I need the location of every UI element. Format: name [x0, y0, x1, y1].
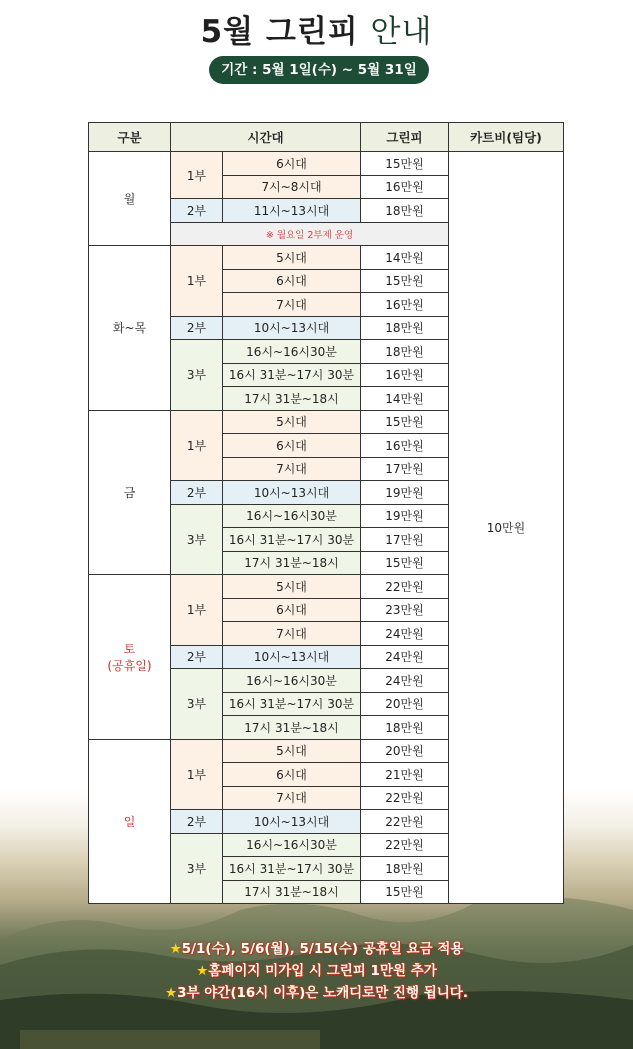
time-cell: 16시 31분~17시 30분 [223, 363, 361, 387]
fee-cell: 24만원 [361, 645, 449, 669]
fee-cell: 16만원 [361, 363, 449, 387]
fee-cell: 20만원 [361, 692, 449, 716]
cart-fee-cell: 10만원 [449, 152, 564, 904]
star-icon: ★ [165, 985, 178, 1001]
fee-cell: 16만원 [361, 434, 449, 458]
saturday-label: 토 [123, 641, 136, 656]
green-fee-table [88, 122, 564, 904]
fee-cell: 20만원 [361, 739, 449, 763]
fee-cell: 17만원 [361, 528, 449, 552]
header-fee: 그린피 [361, 123, 449, 152]
star-icon: ★ [169, 941, 182, 957]
page-title [0, 6, 633, 51]
header-section: 구분 [89, 123, 171, 152]
fee-cell: 15만원 [361, 269, 449, 293]
fee-cell: 18만원 [361, 857, 449, 881]
time-cell: 17시 31분~18시 [223, 551, 361, 575]
time-cell: 6시대 [223, 598, 361, 622]
time-cell: 7시대 [223, 457, 361, 481]
monday-note: ※ 월요일 2부제 운영 [171, 222, 449, 246]
notice-line: ★홈페이지 미가입 시 그린피 1만원 추가 [196, 963, 437, 979]
time-cell: 16시~16시30분 [223, 504, 361, 528]
star-icon: ★ [196, 963, 209, 979]
fee-cell: 15만원 [361, 551, 449, 575]
time-cell: 16시~16시30분 [223, 833, 361, 857]
part-label: 2부 [171, 645, 223, 669]
time-cell: 6시대 [223, 434, 361, 458]
section-monday: 월 [89, 152, 171, 246]
fee-cell: 16만원 [361, 175, 449, 199]
fee-cell: 18만원 [361, 716, 449, 740]
fee-cell: 21만원 [361, 763, 449, 787]
fee-cell: 24만원 [361, 622, 449, 646]
part-label: 2부 [171, 481, 223, 505]
fee-cell: 22만원 [361, 575, 449, 599]
fee-cell: 14만원 [361, 246, 449, 270]
section-tue-thu: 화~목 [89, 246, 171, 411]
time-cell: 5시대 [223, 739, 361, 763]
time-cell: 17시 31분~18시 [223, 716, 361, 740]
time-cell: 16시 31분~17시 30분 [223, 528, 361, 552]
part-label: 2부 [171, 316, 223, 340]
fee-cell: 18만원 [361, 316, 449, 340]
time-cell: 7시대 [223, 622, 361, 646]
time-cell: 10시~13시대 [223, 645, 361, 669]
fee-cell: 15만원 [361, 880, 449, 904]
part-label: 3부 [171, 340, 223, 411]
time-cell: 6시대 [223, 763, 361, 787]
period-badge: 기간 : 5월 1일(수) ~ 5월 31일(금) [209, 56, 429, 84]
part-label: 3부 [171, 669, 223, 740]
part-label: 1부 [171, 739, 223, 810]
section-friday: 금 [89, 410, 171, 575]
holiday-label: (공휴일) [107, 658, 152, 673]
time-cell: 10시~13시대 [223, 481, 361, 505]
time-cell: 16시 31분~17시 30분 [223, 692, 361, 716]
fee-cell: 17만원 [361, 457, 449, 481]
time-cell: 16시~16시30분 [223, 669, 361, 693]
time-cell: 6시대 [223, 152, 361, 176]
fee-cell: 16만원 [361, 293, 449, 317]
time-cell: 10시~13시대 [223, 316, 361, 340]
time-cell: 7시대 [223, 293, 361, 317]
header-time: 시간대 [171, 123, 361, 152]
part-label: 1부 [171, 575, 223, 646]
fee-cell: 18만원 [361, 340, 449, 364]
time-cell: 5시대 [223, 410, 361, 434]
time-cell: 16시 31분~17시 30분 [223, 857, 361, 881]
section-sunday: 일 [89, 739, 171, 904]
fee-cell: 15만원 [361, 152, 449, 176]
time-cell: 6시대 [223, 269, 361, 293]
notice-line: ★3부 야간(16시 이후)은 노캐디로만 진행 됩니다. [165, 985, 468, 1001]
title-sub: 안내 [370, 14, 433, 50]
fee-cell: 19만원 [361, 481, 449, 505]
fee-cell: 22만원 [361, 833, 449, 857]
time-cell: 5시대 [223, 246, 361, 270]
title-main: 5월 그린피 [200, 14, 359, 50]
part-label: 3부 [171, 504, 223, 575]
fee-cell: 22만원 [361, 810, 449, 834]
time-cell: 17시 31분~18시 [223, 387, 361, 411]
part-label: 1부 [171, 410, 223, 481]
time-cell: 11시~13시대 [223, 199, 361, 223]
part-label: 3부 [171, 833, 223, 904]
fee-cell: 24만원 [361, 669, 449, 693]
fee-cell: 15만원 [361, 410, 449, 434]
time-cell: 17시 31분~18시 [223, 880, 361, 904]
table-header-row [89, 123, 564, 152]
part-label: 1부 [171, 152, 223, 199]
part-label: 1부 [171, 246, 223, 317]
time-cell: 5시대 [223, 575, 361, 599]
table-row [89, 152, 564, 176]
part-label: 2부 [171, 199, 223, 223]
fee-cell: 23만원 [361, 598, 449, 622]
fee-cell: 18만원 [361, 199, 449, 223]
notice-block [0, 938, 633, 1004]
fee-cell: 14만원 [361, 387, 449, 411]
fee-cell: 19만원 [361, 504, 449, 528]
time-cell: 10시~13시대 [223, 810, 361, 834]
section-saturday [89, 575, 171, 740]
header-cart: 카트비(팀당) [449, 123, 564, 152]
time-cell: 7시~8시대 [223, 175, 361, 199]
time-cell: 16시~16시30분 [223, 340, 361, 364]
fee-cell: 22만원 [361, 786, 449, 810]
part-label: 2부 [171, 810, 223, 834]
notice-line: ★5/1(수), 5/6(월), 5/15(수) 공휴일 요금 적용 [169, 941, 464, 957]
time-cell: 7시대 [223, 786, 361, 810]
